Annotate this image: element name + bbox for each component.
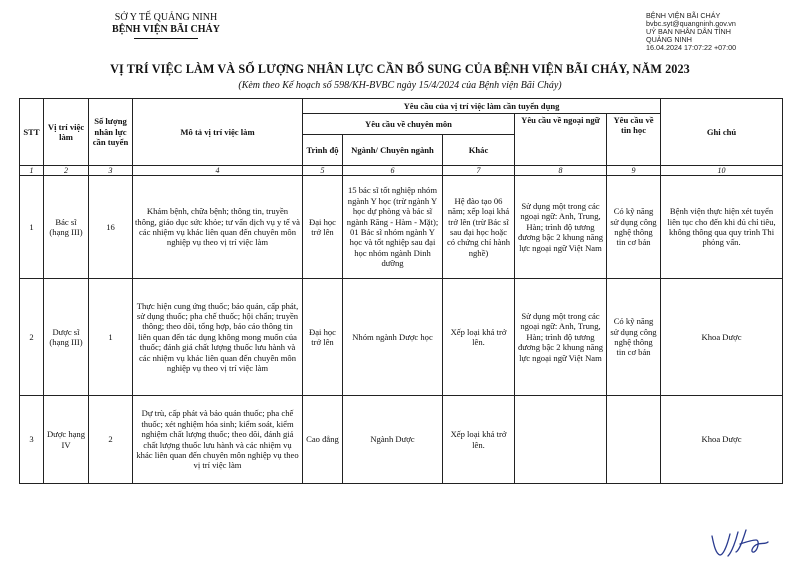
digital-signature-info bbox=[646, 12, 796, 52]
col-number: 9 bbox=[607, 166, 661, 176]
row-level: Đại học trở lên bbox=[303, 279, 343, 396]
row-it: Có kỹ năng sử dụng công nghệ thông tin cơ bản bbox=[607, 279, 661, 396]
recruitment-table bbox=[19, 98, 783, 484]
row-language: Sử dụng một trong các ngoại ngữ: Anh, Trung, Hàn; trình độ tương đương bậc 2 khung năng lực ngoại ngữ Việt Nam bbox=[515, 176, 607, 279]
row-count: 16 bbox=[89, 176, 133, 279]
col-number: 10 bbox=[661, 166, 783, 176]
header-row-1 bbox=[20, 99, 783, 114]
col-number: 3 bbox=[89, 166, 133, 176]
header-requirements: Yêu cầu của vị trí việc làm cần tuyển dụng bbox=[303, 99, 661, 114]
header-left bbox=[96, 12, 236, 39]
row-level: Đại học trở lên bbox=[303, 176, 343, 279]
row-language bbox=[515, 396, 607, 484]
col-number: 4 bbox=[133, 166, 303, 176]
header-description: Mô tả vị trí việc làm bbox=[133, 99, 303, 166]
signer-email: bvbc.syt@quangninh.gov.vn bbox=[646, 19, 736, 28]
signer-authority: UỶ BAN NHÂN DÂN TỈNH bbox=[646, 27, 731, 36]
row-level: Cao đẳng bbox=[303, 396, 343, 484]
signer-province: QUẢNG NINH bbox=[646, 35, 692, 44]
document-subtitle: (Kèm theo Kế hoạch số 598/KH-BVBC ngày 15/4/2024 của Bệnh viện Bãi Cháy) bbox=[238, 80, 562, 91]
header-stt: STT bbox=[20, 99, 44, 166]
header-position: Vị trí việc làm bbox=[44, 99, 89, 166]
row-note: Bệnh viện thực hiện xét tuyển liên tục cho đến khi đủ chỉ tiêu, không thông qua quy trình Thi phỏng vấn. bbox=[661, 176, 783, 279]
col-number: 6 bbox=[343, 166, 443, 176]
col-number: 5 bbox=[303, 166, 343, 176]
row-note: Khoa Dược bbox=[661, 279, 783, 396]
signature-stroke bbox=[712, 530, 768, 556]
row-position: Dược hạng IV bbox=[44, 396, 89, 484]
header-major: Ngành/ Chuyên ngành bbox=[343, 135, 443, 166]
header-level: Trình độ bbox=[303, 135, 343, 166]
row-count: 1 bbox=[89, 279, 133, 396]
hospital-name: BỆNH VIỆN BÃI CHÁY bbox=[112, 24, 220, 35]
org-name: SỞ Y TẾ QUẢNG NINH bbox=[114, 12, 218, 23]
table-row bbox=[20, 176, 783, 279]
col-number: 2 bbox=[44, 166, 89, 176]
row-language: Sử dụng một trong các ngoại ngữ: Anh, Trung, Hàn; trình độ tương đương bậc 2 khung năng lực ngoại ngữ Việt Nam bbox=[515, 279, 607, 396]
row-description: Khám bệnh, chữa bệnh; thông tin, truyền thông, giáo dục sức khỏe; tư vấn dịch vụ y tế và các nhiệm vụ khác liên quan đến chuyên môn nghiệp vụ theo vị trí việc làm bbox=[133, 176, 303, 279]
row-stt: 1 bbox=[20, 176, 44, 279]
row-other: Xếp loại khá trở lên. bbox=[443, 396, 515, 484]
row-note: Khoa Dược bbox=[661, 396, 783, 484]
row-it: Có kỹ năng sử dụng công nghệ thông tin cơ bản bbox=[607, 176, 661, 279]
column-number-row bbox=[20, 166, 783, 176]
header-underline bbox=[134, 38, 198, 39]
row-other: Hệ đào tạo 06 năm; xếp loại khá trở lên (trừ Bác sĩ sau đại học hoặc có chứng chỉ hành nghề) bbox=[443, 176, 515, 279]
table-row bbox=[20, 279, 783, 396]
row-major: Ngành Dược bbox=[343, 396, 443, 484]
col-number: 7 bbox=[443, 166, 515, 176]
header-it: Yêu cầu về tin học bbox=[607, 114, 661, 166]
header-note: Ghi chú bbox=[661, 99, 783, 166]
col-number: 8 bbox=[515, 166, 607, 176]
row-stt: 2 bbox=[20, 279, 44, 396]
row-description: Thực hiện cung ứng thuốc; bảo quản, cấp phát, sử dụng thuốc; pha chế thuốc; hội chẩn; truyền thông; theo dõi, tổng hợp, báo cáo thông tin liên quan đến tác dụng không mong muốn của thuốc; đánh giá chất lượng thuốc lưu hành và các nhiệm vụ khác liên quan đến chuyên môn nghiệp vụ theo vị trí việc làm bbox=[133, 279, 303, 396]
row-stt: 3 bbox=[20, 396, 44, 484]
header-count: Số lượng nhân lực cần tuyển bbox=[89, 99, 133, 166]
signing-timestamp: 16.04.2024 17:07:22 +07:00 bbox=[646, 43, 737, 52]
table-row bbox=[20, 396, 783, 484]
handwritten-signature bbox=[706, 522, 772, 562]
row-count: 2 bbox=[89, 396, 133, 484]
row-position: Bác sĩ (hạng III) bbox=[44, 176, 89, 279]
row-position: Dược sĩ (hạng III) bbox=[44, 279, 89, 396]
row-it bbox=[607, 396, 661, 484]
signer-name: BỆNH VIỆN BÃI CHÁY bbox=[646, 11, 721, 20]
row-description: Dự trù, cấp phát và bảo quản thuốc; pha chế thuốc; xét nghiệm hóa sinh; kiểm soát, kiểm nghiệm chất lượng thuốc; theo dõi, đánh giá chất lượng thuốc lưu hành và các nhiệm vụ khác liên quan đến chuyên môn nghiệp vụ theo vị trí việc làm bbox=[133, 396, 303, 484]
col-number: 1 bbox=[20, 166, 44, 176]
document-title: VỊ TRÍ VIỆC LÀM VÀ SỐ LƯỢNG NHÂN LỰC CẦN BỔ SUNG CỦA BỆNH VIỆN BÃI CHÁY, NĂM 2023 bbox=[110, 62, 690, 76]
row-major: 15 bác sĩ tốt nghiệp nhóm ngành Y học (trừ ngành Y học dự phòng và bác sĩ ngành Răng - Hàm - Mặt); 01 Bác sĩ nhóm ngành Y học và tốt nghiệp sau đại học nhóm ngành Dinh dưỡng bbox=[343, 176, 443, 279]
row-other: Xếp loại khá trở lên. bbox=[443, 279, 515, 396]
row-major: Nhóm ngành Dược học bbox=[343, 279, 443, 396]
header-other: Khác bbox=[443, 135, 515, 166]
header-professional: Yêu cầu về chuyên môn bbox=[303, 114, 515, 135]
header-language: Yêu cầu về ngoại ngữ bbox=[515, 114, 607, 166]
